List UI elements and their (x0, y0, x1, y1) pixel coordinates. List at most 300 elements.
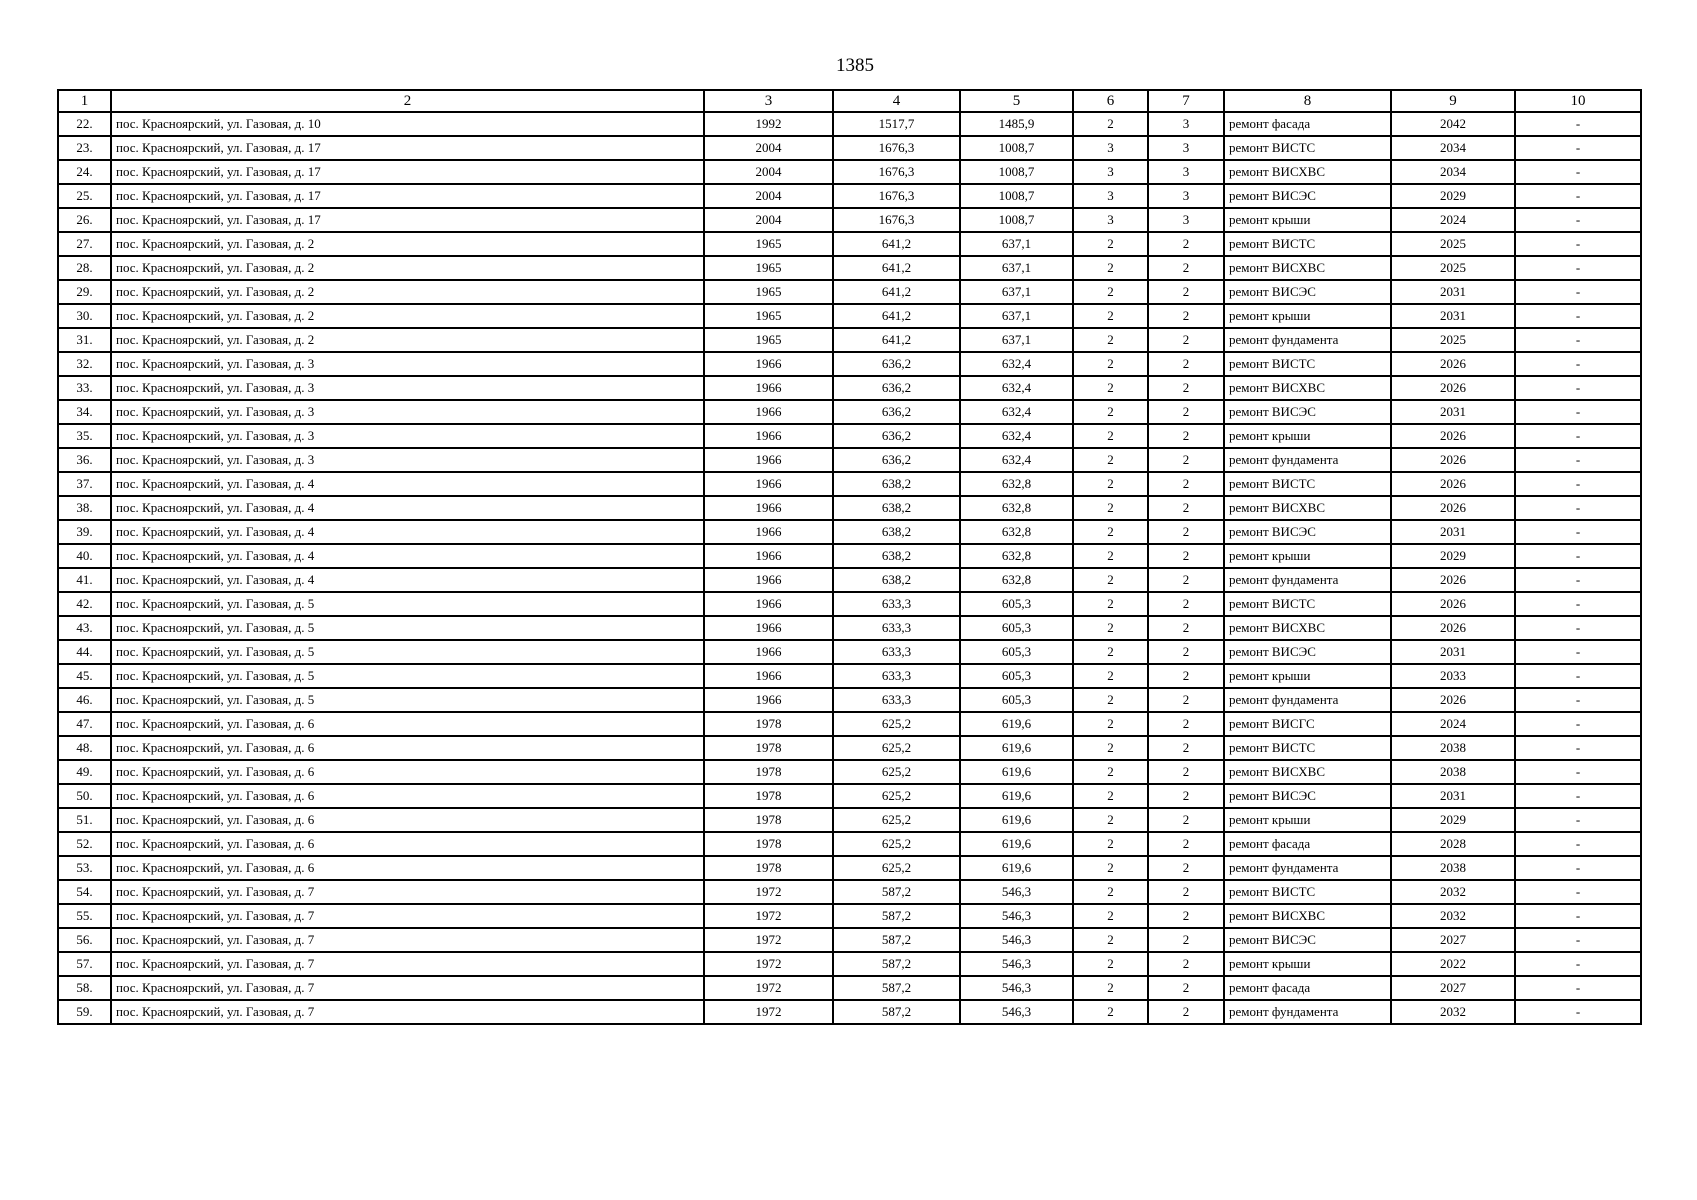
cell-floors: 2 (1073, 952, 1148, 976)
cell-floors: 2 (1073, 976, 1148, 1000)
cell-note: - (1515, 352, 1641, 376)
cell-work-type: ремонт ВИСХВС (1224, 376, 1391, 400)
cell-total-area: 636,2 (833, 376, 960, 400)
cell-entrances: 2 (1148, 472, 1224, 496)
cell-entrances: 3 (1148, 112, 1224, 136)
cell-year-built: 1978 (704, 808, 833, 832)
cell-address: пос. Красноярский, ул. Газовая, д. 4 (111, 496, 704, 520)
cell-total-area: 1676,3 (833, 160, 960, 184)
cell-row-number: 46. (58, 688, 111, 712)
cell-note: - (1515, 784, 1641, 808)
cell-year-built: 1966 (704, 376, 833, 400)
cell-address: пос. Красноярский, ул. Газовая, д. 2 (111, 328, 704, 352)
cell-year-built: 1966 (704, 520, 833, 544)
cell-address: пос. Красноярский, ул. Газовая, д. 6 (111, 808, 704, 832)
cell-note: - (1515, 736, 1641, 760)
cell-year-built: 1972 (704, 1000, 833, 1024)
table-row (58, 808, 1641, 832)
cell-living-area: 605,3 (960, 688, 1073, 712)
cell-year-built: 1966 (704, 616, 833, 640)
cell-floors: 2 (1073, 664, 1148, 688)
cell-total-area: 641,2 (833, 280, 960, 304)
cell-year-built: 1966 (704, 544, 833, 568)
cell-note: - (1515, 496, 1641, 520)
cell-total-area: 638,2 (833, 568, 960, 592)
cell-entrances: 2 (1148, 808, 1224, 832)
cell-floors: 2 (1073, 928, 1148, 952)
cell-total-area: 641,2 (833, 256, 960, 280)
cell-note: - (1515, 1000, 1641, 1024)
cell-work-type: ремонт фасада (1224, 832, 1391, 856)
cell-row-number: 23. (58, 136, 111, 160)
cell-entrances: 2 (1148, 832, 1224, 856)
cell-note: - (1515, 208, 1641, 232)
cell-row-number: 49. (58, 760, 111, 784)
cell-floors: 2 (1073, 904, 1148, 928)
cell-entrances: 2 (1148, 760, 1224, 784)
cell-floors: 3 (1073, 160, 1148, 184)
cell-year-built: 1966 (704, 448, 833, 472)
cell-note: - (1515, 136, 1641, 160)
cell-year-built: 2004 (704, 184, 833, 208)
cell-floors: 2 (1073, 376, 1148, 400)
cell-entrances: 2 (1148, 568, 1224, 592)
cell-total-area: 587,2 (833, 1000, 960, 1024)
cell-work-type: ремонт ВИСТС (1224, 136, 1391, 160)
cell-work-type: ремонт ВИСЭС (1224, 640, 1391, 664)
cell-note: - (1515, 664, 1641, 688)
cell-living-area: 546,3 (960, 1000, 1073, 1024)
cell-entrances: 2 (1148, 448, 1224, 472)
cell-work-type: ремонт фундамента (1224, 1000, 1391, 1024)
cell-address: пос. Красноярский, ул. Газовая, д. 4 (111, 472, 704, 496)
cell-planned-year: 2025 (1391, 328, 1515, 352)
cell-floors: 3 (1073, 208, 1148, 232)
cell-floors: 2 (1073, 520, 1148, 544)
cell-planned-year: 2026 (1391, 568, 1515, 592)
cell-entrances: 2 (1148, 784, 1224, 808)
cell-entrances: 2 (1148, 328, 1224, 352)
column-header-2: 2 (111, 90, 704, 112)
cell-total-area: 638,2 (833, 520, 960, 544)
cell-address: пос. Красноярский, ул. Газовая, д. 3 (111, 424, 704, 448)
cell-living-area: 1008,7 (960, 208, 1073, 232)
cell-floors: 2 (1073, 832, 1148, 856)
cell-year-built: 2004 (704, 208, 833, 232)
column-header-6: 6 (1073, 90, 1148, 112)
column-header-5: 5 (960, 90, 1073, 112)
cell-planned-year: 2032 (1391, 904, 1515, 928)
cell-entrances: 2 (1148, 232, 1224, 256)
cell-work-type: ремонт крыши (1224, 952, 1391, 976)
cell-year-built: 1978 (704, 760, 833, 784)
cell-floors: 2 (1073, 688, 1148, 712)
cell-living-area: 632,4 (960, 376, 1073, 400)
cell-entrances: 2 (1148, 664, 1224, 688)
cell-total-area: 638,2 (833, 472, 960, 496)
cell-row-number: 59. (58, 1000, 111, 1024)
cell-row-number: 25. (58, 184, 111, 208)
cell-year-built: 2004 (704, 160, 833, 184)
cell-total-area: 625,2 (833, 784, 960, 808)
cell-floors: 2 (1073, 712, 1148, 736)
cell-living-area: 605,3 (960, 640, 1073, 664)
cell-entrances: 2 (1148, 496, 1224, 520)
cell-living-area: 619,6 (960, 856, 1073, 880)
cell-note: - (1515, 472, 1641, 496)
cell-total-area: 587,2 (833, 928, 960, 952)
cell-address: пос. Красноярский, ул. Газовая, д. 17 (111, 208, 704, 232)
cell-row-number: 42. (58, 592, 111, 616)
cell-address: пос. Красноярский, ул. Газовая, д. 6 (111, 784, 704, 808)
cell-note: - (1515, 256, 1641, 280)
cell-note: - (1515, 328, 1641, 352)
cell-living-area: 1008,7 (960, 136, 1073, 160)
cell-work-type: ремонт крыши (1224, 544, 1391, 568)
cell-address: пос. Красноярский, ул. Газовая, д. 2 (111, 304, 704, 328)
cell-floors: 2 (1073, 256, 1148, 280)
cell-note: - (1515, 448, 1641, 472)
cell-year-built: 1966 (704, 592, 833, 616)
cell-living-area: 637,1 (960, 256, 1073, 280)
cell-planned-year: 2034 (1391, 136, 1515, 160)
table-row (58, 424, 1641, 448)
cell-planned-year: 2024 (1391, 712, 1515, 736)
table-row (58, 400, 1641, 424)
cell-address: пос. Красноярский, ул. Газовая, д. 5 (111, 640, 704, 664)
cell-floors: 2 (1073, 112, 1148, 136)
cell-work-type: ремонт крыши (1224, 304, 1391, 328)
table-row (58, 544, 1641, 568)
cell-planned-year: 2022 (1391, 952, 1515, 976)
cell-floors: 2 (1073, 880, 1148, 904)
cell-total-area: 636,2 (833, 400, 960, 424)
cell-work-type: ремонт ВИСГС (1224, 712, 1391, 736)
cell-address: пос. Красноярский, ул. Газовая, д. 6 (111, 712, 704, 736)
cell-entrances: 2 (1148, 928, 1224, 952)
cell-address: пос. Красноярский, ул. Газовая, д. 5 (111, 592, 704, 616)
cell-work-type: ремонт ВИСХВС (1224, 760, 1391, 784)
cell-row-number: 47. (58, 712, 111, 736)
cell-planned-year: 2028 (1391, 832, 1515, 856)
cell-floors: 2 (1073, 1000, 1148, 1024)
cell-living-area: 632,4 (960, 448, 1073, 472)
cell-address: пос. Красноярский, ул. Газовая, д. 3 (111, 448, 704, 472)
table-row (58, 352, 1641, 376)
table-row (58, 592, 1641, 616)
cell-floors: 2 (1073, 784, 1148, 808)
cell-year-built: 1965 (704, 304, 833, 328)
cell-total-area: 636,2 (833, 424, 960, 448)
cell-total-area: 1676,3 (833, 208, 960, 232)
cell-work-type: ремонт ВИСЭС (1224, 280, 1391, 304)
cell-row-number: 38. (58, 496, 111, 520)
cell-total-area: 625,2 (833, 856, 960, 880)
cell-planned-year: 2032 (1391, 1000, 1515, 1024)
cell-row-number: 31. (58, 328, 111, 352)
cell-row-number: 43. (58, 616, 111, 640)
cell-row-number: 54. (58, 880, 111, 904)
table-body (58, 112, 1641, 1024)
cell-year-built: 1972 (704, 880, 833, 904)
table-row (58, 928, 1641, 952)
cell-work-type: ремонт фундамента (1224, 856, 1391, 880)
cell-address: пос. Красноярский, ул. Газовая, д. 2 (111, 256, 704, 280)
cell-address: пос. Красноярский, ул. Газовая, д. 4 (111, 568, 704, 592)
column-header-4: 4 (833, 90, 960, 112)
cell-entrances: 2 (1148, 952, 1224, 976)
cell-planned-year: 2032 (1391, 880, 1515, 904)
cell-floors: 2 (1073, 448, 1148, 472)
cell-row-number: 27. (58, 232, 111, 256)
cell-year-built: 1978 (704, 712, 833, 736)
cell-row-number: 51. (58, 808, 111, 832)
cell-planned-year: 2027 (1391, 928, 1515, 952)
cell-note: - (1515, 280, 1641, 304)
cell-living-area: 546,3 (960, 904, 1073, 928)
cell-address: пос. Красноярский, ул. Газовая, д. 7 (111, 928, 704, 952)
cell-planned-year: 2038 (1391, 760, 1515, 784)
cell-year-built: 1992 (704, 112, 833, 136)
cell-work-type: ремонт фундамента (1224, 328, 1391, 352)
table-row (58, 448, 1641, 472)
cell-note: - (1515, 616, 1641, 640)
cell-living-area: 619,6 (960, 784, 1073, 808)
cell-address: пос. Красноярский, ул. Газовая, д. 2 (111, 232, 704, 256)
cell-row-number: 24. (58, 160, 111, 184)
cell-year-built: 1972 (704, 976, 833, 1000)
cell-work-type: ремонт крыши (1224, 424, 1391, 448)
cell-year-built: 1978 (704, 736, 833, 760)
cell-floors: 2 (1073, 352, 1148, 376)
cell-address: пос. Красноярский, ул. Газовая, д. 7 (111, 976, 704, 1000)
cell-address: пос. Красноярский, ул. Газовая, д. 6 (111, 760, 704, 784)
cell-note: - (1515, 688, 1641, 712)
table-row (58, 280, 1641, 304)
cell-living-area: 619,6 (960, 712, 1073, 736)
page-number: 1385 (836, 55, 874, 76)
column-header-3: 3 (704, 90, 833, 112)
cell-row-number: 56. (58, 928, 111, 952)
cell-floors: 2 (1073, 304, 1148, 328)
cell-note: - (1515, 184, 1641, 208)
cell-address: пос. Красноярский, ул. Газовая, д. 17 (111, 136, 704, 160)
cell-planned-year: 2024 (1391, 208, 1515, 232)
cell-work-type: ремонт ВИСХВС (1224, 616, 1391, 640)
cell-row-number: 41. (58, 568, 111, 592)
cell-planned-year: 2033 (1391, 664, 1515, 688)
cell-row-number: 26. (58, 208, 111, 232)
cell-row-number: 32. (58, 352, 111, 376)
cell-planned-year: 2029 (1391, 544, 1515, 568)
table-row (58, 328, 1641, 352)
cell-work-type: ремонт ВИСХВС (1224, 160, 1391, 184)
cell-floors: 2 (1073, 592, 1148, 616)
cell-floors: 2 (1073, 472, 1148, 496)
cell-entrances: 2 (1148, 904, 1224, 928)
cell-row-number: 22. (58, 112, 111, 136)
cell-floors: 2 (1073, 568, 1148, 592)
table-row (58, 664, 1641, 688)
cell-work-type: ремонт ВИСТС (1224, 232, 1391, 256)
table-row (58, 640, 1641, 664)
cell-entrances: 2 (1148, 856, 1224, 880)
cell-work-type: ремонт крыши (1224, 664, 1391, 688)
cell-living-area: 619,6 (960, 736, 1073, 760)
cell-year-built: 1978 (704, 856, 833, 880)
table-row (58, 856, 1641, 880)
cell-total-area: 625,2 (833, 736, 960, 760)
cell-entrances: 2 (1148, 304, 1224, 328)
cell-total-area: 587,2 (833, 880, 960, 904)
cell-living-area: 1485,9 (960, 112, 1073, 136)
cell-note: - (1515, 760, 1641, 784)
cell-living-area: 637,1 (960, 280, 1073, 304)
repair-schedule-table (57, 89, 1642, 1025)
table-header-row (58, 90, 1641, 112)
cell-planned-year: 2026 (1391, 352, 1515, 376)
cell-entrances: 2 (1148, 424, 1224, 448)
table-row (58, 760, 1641, 784)
cell-note: - (1515, 592, 1641, 616)
cell-work-type: ремонт ВИСХВС (1224, 904, 1391, 928)
cell-living-area: 605,3 (960, 592, 1073, 616)
table-row (58, 184, 1641, 208)
cell-year-built: 1966 (704, 352, 833, 376)
column-header-10: 10 (1515, 90, 1641, 112)
table-row (58, 256, 1641, 280)
cell-row-number: 29. (58, 280, 111, 304)
cell-total-area: 1676,3 (833, 136, 960, 160)
table-row (58, 304, 1641, 328)
cell-note: - (1515, 712, 1641, 736)
cell-note: - (1515, 856, 1641, 880)
cell-floors: 2 (1073, 496, 1148, 520)
cell-work-type: ремонт ВИСЭС (1224, 928, 1391, 952)
cell-planned-year: 2042 (1391, 112, 1515, 136)
cell-floors: 2 (1073, 400, 1148, 424)
cell-living-area: 632,4 (960, 424, 1073, 448)
cell-planned-year: 2026 (1391, 496, 1515, 520)
cell-note: - (1515, 424, 1641, 448)
cell-address: пос. Красноярский, ул. Газовая, д. 7 (111, 1000, 704, 1024)
cell-work-type: ремонт крыши (1224, 208, 1391, 232)
cell-work-type: ремонт ВИСЭС (1224, 784, 1391, 808)
cell-total-area: 641,2 (833, 328, 960, 352)
cell-total-area: 625,2 (833, 760, 960, 784)
table-row (58, 736, 1641, 760)
cell-year-built: 1966 (704, 400, 833, 424)
cell-address: пос. Красноярский, ул. Газовая, д. 17 (111, 184, 704, 208)
table-row (58, 976, 1641, 1000)
cell-planned-year: 2031 (1391, 640, 1515, 664)
cell-note: - (1515, 160, 1641, 184)
cell-entrances: 2 (1148, 1000, 1224, 1024)
cell-living-area: 619,6 (960, 760, 1073, 784)
cell-planned-year: 2026 (1391, 592, 1515, 616)
cell-planned-year: 2026 (1391, 688, 1515, 712)
table-row (58, 880, 1641, 904)
table-row (58, 232, 1641, 256)
cell-planned-year: 2026 (1391, 472, 1515, 496)
cell-year-built: 1966 (704, 664, 833, 688)
cell-note: - (1515, 112, 1641, 136)
cell-floors: 2 (1073, 232, 1148, 256)
table-row (58, 376, 1641, 400)
cell-row-number: 39. (58, 520, 111, 544)
cell-living-area: 632,8 (960, 568, 1073, 592)
cell-total-area: 587,2 (833, 952, 960, 976)
cell-total-area: 636,2 (833, 352, 960, 376)
cell-living-area: 1008,7 (960, 160, 1073, 184)
cell-entrances: 2 (1148, 592, 1224, 616)
cell-row-number: 48. (58, 736, 111, 760)
cell-year-built: 1972 (704, 952, 833, 976)
cell-living-area: 632,8 (960, 472, 1073, 496)
cell-year-built: 2004 (704, 136, 833, 160)
cell-address: пос. Красноярский, ул. Газовая, д. 10 (111, 112, 704, 136)
cell-row-number: 40. (58, 544, 111, 568)
cell-address: пос. Красноярский, ул. Газовая, д. 7 (111, 880, 704, 904)
table-row (58, 688, 1641, 712)
cell-note: - (1515, 952, 1641, 976)
cell-entrances: 2 (1148, 688, 1224, 712)
cell-year-built: 1966 (704, 568, 833, 592)
cell-planned-year: 2031 (1391, 304, 1515, 328)
cell-note: - (1515, 832, 1641, 856)
cell-total-area: 625,2 (833, 712, 960, 736)
cell-work-type: ремонт ВИСТС (1224, 352, 1391, 376)
cell-note: - (1515, 376, 1641, 400)
cell-entrances: 3 (1148, 160, 1224, 184)
cell-entrances: 2 (1148, 616, 1224, 640)
cell-planned-year: 2025 (1391, 232, 1515, 256)
cell-total-area: 641,2 (833, 232, 960, 256)
cell-address: пос. Красноярский, ул. Газовая, д. 3 (111, 352, 704, 376)
cell-living-area: 619,6 (960, 808, 1073, 832)
cell-entrances: 3 (1148, 136, 1224, 160)
cell-planned-year: 2026 (1391, 448, 1515, 472)
table-row (58, 112, 1641, 136)
cell-address: пос. Красноярский, ул. Газовая, д. 7 (111, 952, 704, 976)
cell-year-built: 1966 (704, 472, 833, 496)
table-row (58, 1000, 1641, 1024)
cell-floors: 2 (1073, 640, 1148, 664)
cell-work-type: ремонт фасада (1224, 112, 1391, 136)
cell-planned-year: 2031 (1391, 520, 1515, 544)
cell-address: пос. Красноярский, ул. Газовая, д. 4 (111, 544, 704, 568)
table-row (58, 136, 1641, 160)
cell-year-built: 1978 (704, 832, 833, 856)
cell-note: - (1515, 544, 1641, 568)
column-header-9: 9 (1391, 90, 1515, 112)
cell-living-area: 605,3 (960, 664, 1073, 688)
cell-address: пос. Красноярский, ул. Газовая, д. 6 (111, 832, 704, 856)
cell-floors: 2 (1073, 424, 1148, 448)
cell-year-built: 1966 (704, 640, 833, 664)
cell-year-built: 1965 (704, 280, 833, 304)
cell-floors: 2 (1073, 280, 1148, 304)
cell-row-number: 44. (58, 640, 111, 664)
cell-living-area: 632,8 (960, 544, 1073, 568)
cell-living-area: 546,3 (960, 976, 1073, 1000)
cell-address: пос. Красноярский, ул. Газовая, д. 5 (111, 664, 704, 688)
cell-total-area: 633,3 (833, 664, 960, 688)
cell-address: пос. Красноярский, ул. Газовая, д. 17 (111, 160, 704, 184)
cell-work-type: ремонт ВИСЭС (1224, 520, 1391, 544)
cell-living-area: 546,3 (960, 952, 1073, 976)
table-row (58, 160, 1641, 184)
